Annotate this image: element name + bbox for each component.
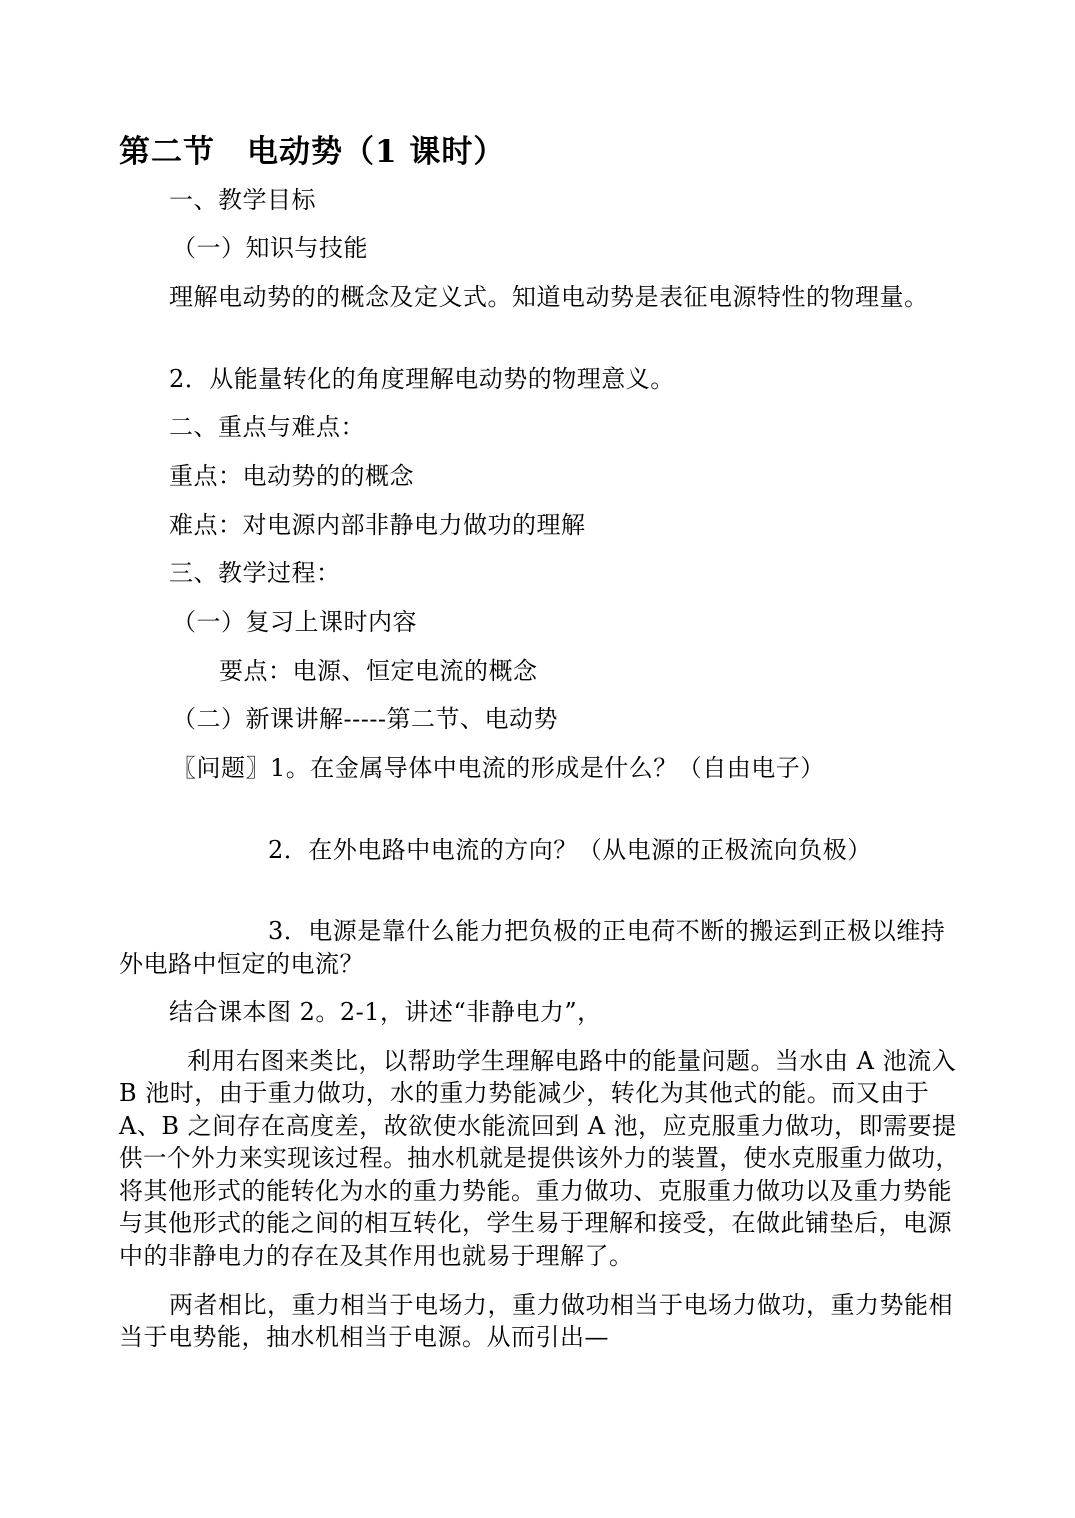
analogy-paragraph-line-2: B 池时，由于重力做功，水的重力势能减少，转化为其他式的能。而又由于 xyxy=(119,1079,930,1107)
question-2: 2．在外电路中电流的方向？（从电源的正极流向负极） xyxy=(268,836,872,864)
analogy-paragraph-line-3: A、B 之间存在高度差，故欲使水能流回到 A 池，应克服重力做功，即需要提 xyxy=(119,1112,957,1140)
review-key-points: 要点：电源、恒定电流的概念 xyxy=(219,657,538,685)
subheading-new-lesson: （二）新课讲解-----第二节、电动势 xyxy=(172,705,559,733)
heading-teaching-process: 三、教学过程： xyxy=(169,559,341,587)
subheading-knowledge-skills: （一）知识与技能 xyxy=(172,234,368,262)
comparison-paragraph-line-1: 两者相比，重力相当于电场力，重力做功相当于电场力做功，重力势能相 xyxy=(169,1291,953,1319)
analogy-paragraph-line-4: 供一个外力来实现该过程。抽水机就是提供该外力的装置，使水克服重力做功， xyxy=(119,1144,960,1172)
analogy-paragraph-line-7: 中的非静电力的存在及其作用也就易于理解了。 xyxy=(119,1242,634,1270)
goal-line-1: 理解电动势的的概念及定义式。知道电动势是表征电源特性的物理量。 xyxy=(169,283,929,311)
question-1: 〖问题〗1。在金属导体中电流的形成是什么？（自由电子） xyxy=(172,754,825,782)
section-title: 第二节 电动势（1 课时） xyxy=(119,134,506,170)
subheading-review: （一）复习上课时内容 xyxy=(172,608,417,636)
analogy-paragraph-line-1: 利用右图来类比，以帮助学生理解电路中的能量问题。当水由 A 池流入 xyxy=(187,1047,957,1075)
heading-key-points: 二、重点与难点： xyxy=(169,413,365,441)
question-3-line-2: 外电路中恒定的电流？ xyxy=(119,950,364,978)
textbook-reference: 结合课本图 2。2-1，讲述“非静电力”， xyxy=(169,998,602,1026)
heading-teaching-goals: 一、教学目标 xyxy=(169,186,316,214)
analogy-paragraph-line-5: 将其他形式的能转化为水的重力势能。重力做功、克服重力做功以及重力势能 xyxy=(119,1177,952,1205)
goal-line-2: 2．从能量转化的角度理解电动势的物理意义。 xyxy=(169,365,675,393)
analogy-paragraph-line-6: 与其他形式的能之间的相互转化，学生易于理解和接受，在做此铺垫后，电源 xyxy=(119,1209,952,1237)
difficult-point: 难点：对电源内部非静电力做功的理解 xyxy=(169,511,586,539)
key-point: 重点：电动势的的概念 xyxy=(169,462,414,490)
question-3-line-1: 3．电源是靠什么能力把负极的正电荷不断的搬运到正极以维持 xyxy=(268,917,946,945)
comparison-paragraph-line-2: 当于电势能，抽水机相当于电源。从而引出— xyxy=(119,1323,609,1351)
